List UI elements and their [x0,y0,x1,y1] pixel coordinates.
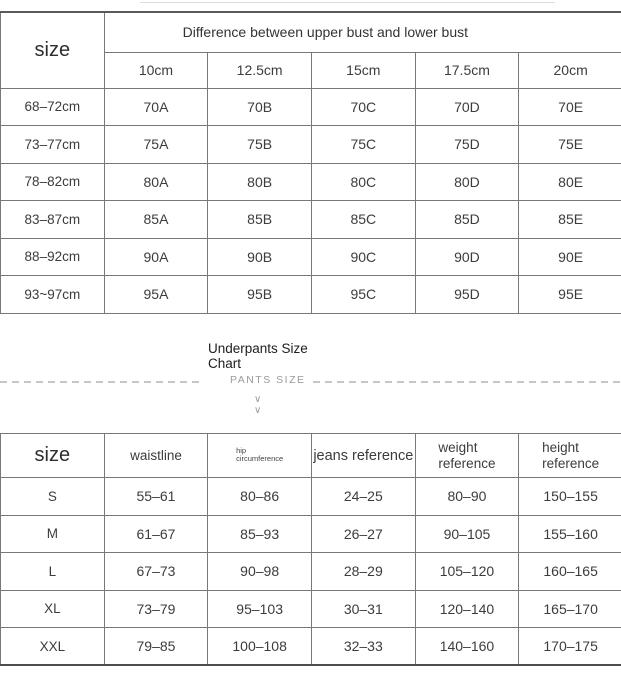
table-row [1,238,621,276]
table-row [1,628,621,666]
value-cell: 75D [415,126,519,164]
value-cell: 90D [415,238,519,276]
row-label-cell: 88–92cm [1,238,105,276]
value-cell: 165–170 [519,590,621,628]
value-cell: 170–175 [519,628,621,666]
header-line-1: height [542,439,579,455]
value-cell: 55–61 [104,478,208,516]
value-cell: 150–155 [519,478,621,516]
value-cell: 70E [519,88,621,126]
value-cell: 90C [311,238,415,276]
value-cell: 80–90 [415,478,519,516]
value-cell: 85E [519,201,621,239]
value-cell: 105–120 [415,553,519,591]
value-cell: 80E [519,163,621,201]
value-cell: 75C [311,126,415,164]
value-cell: 85A [104,201,208,239]
chevron-down-icon: ∨ [254,394,262,405]
value-cell: 100–108 [208,628,312,666]
value-cell: 85B [208,201,312,239]
value-cell: 80B [208,163,312,201]
row-label-cell: L [1,553,105,591]
value-cell: 75A [104,126,208,164]
row-label-cell: M [1,515,105,553]
column-header-height-reference [519,434,621,478]
column-header: 20cm [519,52,621,88]
value-cell: 155–160 [519,515,621,553]
value-cell: 80–86 [208,478,312,516]
value-cell: 24–25 [311,478,415,516]
bra-size-table [0,11,621,314]
underpants-chart-title [208,341,308,371]
value-cell: 70A [104,88,208,126]
value-cell: 75E [519,126,621,164]
row-label-cell: 83–87cm [1,201,105,239]
column-header: 17.5cm [415,52,519,88]
value-cell: 90E [519,238,621,276]
value-cell: 30–31 [311,590,415,628]
row-label-cell: 78–82cm [1,163,105,201]
dashed-divider-left [0,381,202,383]
value-cell: 95–103 [208,590,312,628]
header-line-1: hip [236,446,247,455]
value-cell: 95A [104,276,208,314]
value-cell: 95B [208,276,312,314]
value-cell: 160–165 [519,553,621,591]
value-cell: 80A [104,163,208,201]
header-line-2: reference [542,455,600,471]
table-row [1,590,621,628]
header-line-1: weight [438,439,478,455]
bra-span-header-cell [104,12,621,52]
chevron-down-icon: ∨ [254,405,262,416]
row-label-cell: S [1,478,105,516]
value-cell: 80C [311,163,415,201]
value-cell: 120–140 [415,590,519,628]
bra-span-header-text: Difference between upper bust and lower bust [182,24,469,41]
value-cell: 73–79 [104,590,208,628]
column-header: 12.5cm [208,52,312,88]
column-header: 10cm [104,52,208,88]
value-cell: 90A [104,238,208,276]
value-cell: 80D [415,163,519,201]
value-cell: 75B [208,126,312,164]
row-label-cell: XL [1,590,105,628]
row-label-cell: 73–77cm [1,126,105,164]
row-label-cell: 93~97cm [1,276,105,314]
value-cell: 90–98 [208,553,312,591]
table-row [1,478,621,516]
pants-corner-size-label: size [1,434,105,478]
value-cell: 95D [415,276,519,314]
title-line-2: Chart [208,356,242,371]
value-cell: 67–73 [104,553,208,591]
value-cell: 28–29 [311,553,415,591]
bra-corner-size-label: size [1,12,105,88]
table-row [1,163,621,201]
title-line-1: Underpants Size [208,341,308,356]
value-cell: 79–85 [104,628,208,666]
underpants-size-table [0,433,621,666]
table-row [1,553,621,591]
pants-size-band-label: PANTS SIZE [230,374,306,386]
value-cell: 90B [208,238,312,276]
value-cell: 95E [519,276,621,314]
value-cell: 140–160 [415,628,519,666]
value-cell: 26–27 [311,515,415,553]
row-label-cell: XXL [1,628,105,666]
column-header: 15cm [311,52,415,88]
header-line-2: circumference [236,454,284,463]
table-header-row [1,12,621,52]
header-line-2: reference [438,455,496,471]
value-cell: 70B [208,88,312,126]
table-row [1,515,621,553]
value-cell: 85–93 [208,515,312,553]
value-cell: 85C [311,201,415,239]
column-header-jeans-reference: jeans reference [311,434,415,478]
dashed-divider-right [313,381,621,383]
value-cell: 32–33 [311,628,415,666]
table-header-row [1,434,621,478]
table-row [1,201,621,239]
table-row [1,276,621,314]
top-remnant-line [140,2,555,3]
column-header-weight-reference [415,434,519,478]
table-row [1,88,621,126]
column-header-hip-circumference [208,434,312,478]
value-cell: 85D [415,201,519,239]
column-header-waistline: waistline [104,434,208,478]
value-cell: 70C [311,88,415,126]
value-cell: 95C [311,276,415,314]
table-row [1,126,621,164]
value-cell: 70D [415,88,519,126]
row-label-cell: 68–72cm [1,88,105,126]
value-cell: 61–67 [104,515,208,553]
value-cell: 90–105 [415,515,519,553]
